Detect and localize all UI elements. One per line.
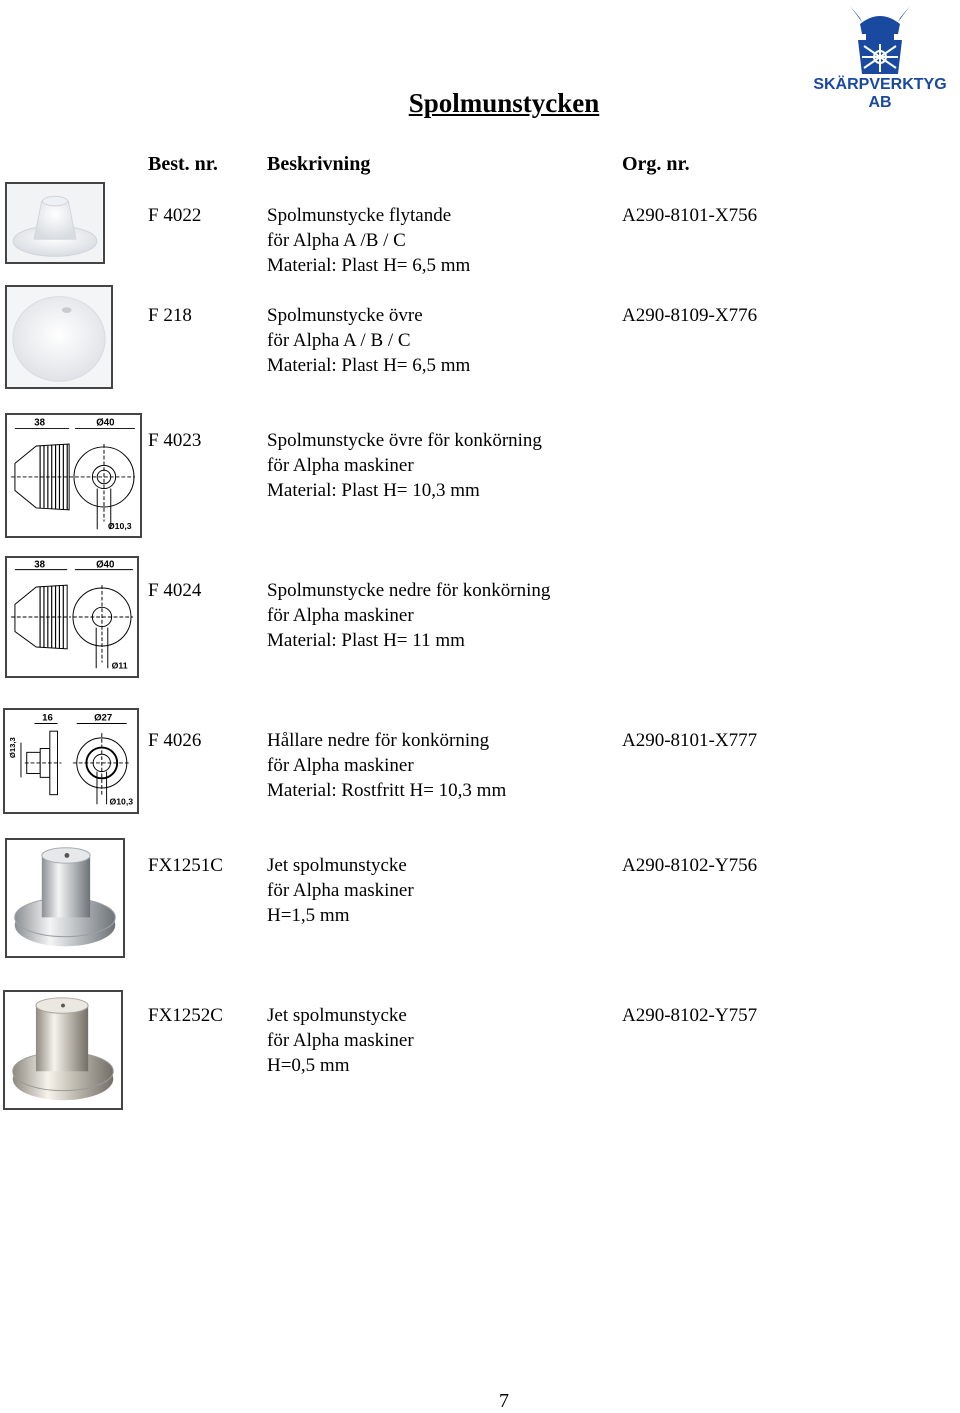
best-nr: F 4022 xyxy=(148,205,202,226)
best-nr: FX1252C xyxy=(148,1005,223,1026)
org-nr: A290-8101-X756 xyxy=(622,205,758,226)
header-org-nr: Org. nr. xyxy=(622,153,690,175)
item-description: Spolmunstycke nedre för konkörning för Alpha maskiner Material: Plast H= 11 mm xyxy=(267,580,551,651)
item-description: Spolmunstycke övre för Alpha A / B / C Material: Plast H= 6,5 mm xyxy=(267,305,471,376)
viking-logo-icon xyxy=(800,4,960,76)
org-nr: A290-8102-Y756 xyxy=(622,855,758,876)
svg-text:Ø10,3: Ø10,3 xyxy=(107,521,132,532)
svg-text:Ø13,3: Ø13,3 xyxy=(8,737,18,759)
svg-text:Ø11: Ø11 xyxy=(111,660,128,671)
product-photo-fx1251c xyxy=(5,838,125,958)
svg-text:Ø27: Ø27 xyxy=(94,712,113,724)
product-photo-fx1252c xyxy=(3,990,123,1110)
technical-drawing-f4026 xyxy=(3,708,139,814)
product-photo-f4022 xyxy=(5,182,105,264)
best-nr: F 4023 xyxy=(148,430,202,451)
product-photo-f218 xyxy=(5,285,113,389)
item-description: Hållare nedre för konkörning för Alpha maskiner Material: Rostfritt H= 10,3 mm xyxy=(267,730,507,801)
svg-text:Ø40: Ø40 xyxy=(96,417,115,429)
best-nr: F 4024 xyxy=(148,580,202,601)
technical-drawing-f4023 xyxy=(5,413,142,538)
best-nr: F 218 xyxy=(148,305,192,326)
header-best-nr: Best. nr. xyxy=(148,153,218,175)
item-description: Jet spolmunstycke för Alpha maskiner H=0,5 mm xyxy=(267,1005,414,1076)
item-description: Spolmunstycke övre för konkörning för Alpha maskiner Material: Plast H= 10,3 mm xyxy=(267,430,542,501)
svg-text:38: 38 xyxy=(34,417,46,429)
org-nr: A290-8101-X777 xyxy=(622,730,758,751)
svg-text:38: 38 xyxy=(34,559,46,571)
org-nr: A290-8109-X776 xyxy=(622,305,758,326)
svg-text:Ø40: Ø40 xyxy=(96,559,115,571)
best-nr: FX1251C xyxy=(148,855,223,876)
org-nr: A290-8102-Y757 xyxy=(622,1005,758,1026)
svg-text:Ø10,3: Ø10,3 xyxy=(109,796,134,807)
brand-logo xyxy=(800,4,960,111)
page-number: 7 xyxy=(499,1390,509,1412)
page-title: Spolmunstycken xyxy=(408,88,600,118)
technical-drawing-f4024 xyxy=(5,556,139,678)
svg-text:16: 16 xyxy=(42,712,53,724)
brand-name: SKÄRPVERKTYG AB xyxy=(813,76,947,111)
header-beskrivning: Beskrivning xyxy=(267,153,371,175)
best-nr: F 4026 xyxy=(148,730,202,751)
item-description: Spolmunstycke flytande för Alpha A /B / C Material: Plast H= 6,5 mm xyxy=(267,205,471,276)
item-description: Jet spolmunstycke för Alpha maskiner H=1,5 mm xyxy=(267,855,414,926)
